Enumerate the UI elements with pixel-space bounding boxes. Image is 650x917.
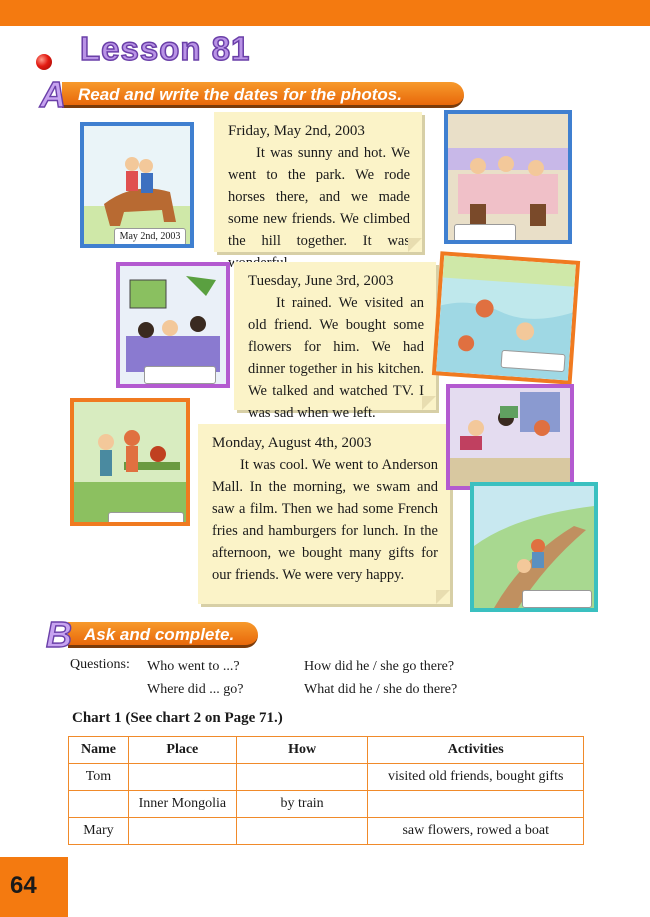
section-a-instruction: Read and write the dates for the photos. <box>78 85 402 104</box>
header-name: Name <box>69 737 129 764</box>
lesson-title: Lesson 81 <box>80 30 251 67</box>
red-dot-bullet <box>36 54 52 70</box>
photo-shopping-gifts <box>446 384 574 490</box>
header-activities: Activities <box>368 737 584 764</box>
photo-date-blank-7[interactable] <box>522 590 592 608</box>
photo-watching-tv <box>116 262 230 388</box>
diary-note-3 <box>198 424 450 604</box>
section-b-instruction: Ask and complete. <box>84 625 235 644</box>
page-number: 64 <box>10 872 37 899</box>
photo-date-blank-2[interactable] <box>454 224 516 242</box>
question-3: Where did ... go? <box>147 682 244 697</box>
table-row <box>69 818 584 845</box>
photo-park-bench <box>70 398 190 526</box>
table-cell[interactable] <box>128 818 236 845</box>
table-cell: saw flowers, rowed a boat <box>368 818 584 845</box>
note-fold-3 <box>436 590 450 604</box>
table-cell: visited old friends, bought gifts <box>368 764 584 791</box>
questions-label: Questions: <box>70 657 130 672</box>
section-b-banner <box>68 622 258 648</box>
question-4: What did he / she do there? <box>304 682 458 697</box>
table-cell[interactable] <box>236 764 368 791</box>
table-cell[interactable] <box>368 791 584 818</box>
photo-date-blank-3[interactable] <box>144 366 216 384</box>
header-place: Place <box>128 737 236 764</box>
table-cell: Inner Mongolia <box>128 791 236 818</box>
table-header-row <box>69 737 584 764</box>
table-cell[interactable] <box>69 791 129 818</box>
table-cell: by train <box>236 791 368 818</box>
top-bar <box>0 0 650 26</box>
section-b-letter: B <box>46 614 72 655</box>
diary-date-2: Tuesday, June 3rd, 2003 <box>248 273 394 289</box>
diary-date-3: Monday, August 4th, 2003 <box>212 435 372 451</box>
note-fold-1 <box>408 238 422 252</box>
table-cell: Tom <box>69 764 129 791</box>
header-how: How <box>236 737 368 764</box>
diary-text-1: It was sunny and hot. We went to the park. We rode horses there, and we made some new friends. We climbed the hill together. It was <box>228 145 410 249</box>
table-cell: Mary <box>69 818 129 845</box>
question-1: Who went to ...? <box>147 659 240 674</box>
photo-hiking <box>470 482 598 612</box>
chart-title: Chart 1 (See chart 2 on Page 71.) <box>72 710 283 726</box>
note-fold-2 <box>422 396 436 410</box>
section-a-banner <box>62 82 464 108</box>
section-a-letter: A <box>40 74 66 115</box>
question-2: How did he / she go there? <box>304 659 455 674</box>
photo-date-label-1: May 2nd, 2003 <box>114 228 186 246</box>
activities-table <box>68 736 584 845</box>
photo-kitchen-dinner <box>444 110 572 244</box>
photo-date-blank-5[interactable] <box>108 512 184 526</box>
diary-note-1 <box>214 112 422 252</box>
diary-text-3: It was cool. We went to Anderson Mall. In the morning, we swam and saw a film. Then we had some French fries and hamburgers for lunch. In the afternoon, we bought many gifts for our friends. We were very happy. <box>212 457 438 583</box>
photo-horse-riding <box>80 122 194 248</box>
table-cell[interactable] <box>128 764 236 791</box>
diary-date-1: Friday, May 2nd, 2003 <box>228 123 365 139</box>
diary-text-2: It rained. We visited an old friend. We bought some flowers for him. We had dinner together in his kitchen. We talked and watched TV. I was sad when we left. <box>248 295 424 421</box>
table-row <box>69 791 584 818</box>
table-row <box>69 764 584 791</box>
photo-swimming <box>432 251 580 384</box>
table-cell[interactable] <box>236 818 368 845</box>
diary-note-2 <box>234 262 436 421</box>
